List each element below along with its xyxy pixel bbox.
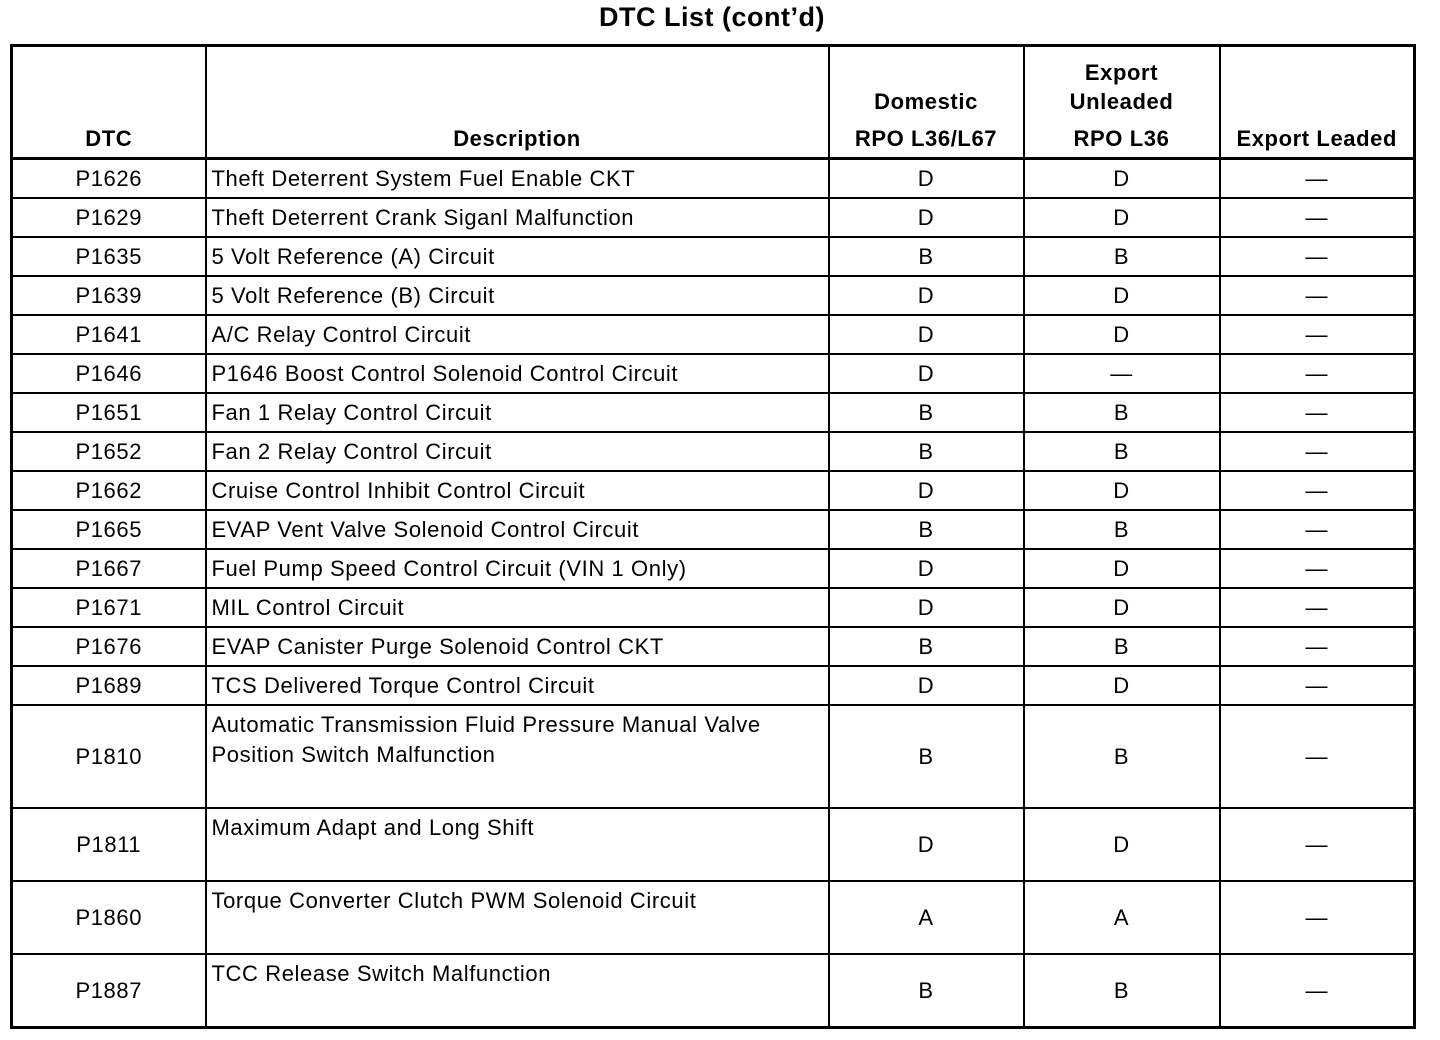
header-export-unleaded-line2: Unleaded bbox=[1069, 89, 1174, 114]
cell-description: TCC Release Switch Malfunction bbox=[206, 954, 829, 1028]
cell-export-unleaded: D bbox=[1024, 549, 1220, 588]
cell-export-unleaded: D bbox=[1024, 471, 1220, 510]
table-row bbox=[12, 705, 1415, 808]
table-body bbox=[12, 159, 1415, 1028]
header-description-label: Description bbox=[453, 126, 581, 151]
table-row bbox=[12, 881, 1415, 954]
cell-export-leaded: — bbox=[1220, 808, 1415, 881]
cell-dtc: P1646 bbox=[12, 354, 206, 393]
table-row bbox=[12, 808, 1415, 881]
cell-export-unleaded: B bbox=[1024, 627, 1220, 666]
table-row bbox=[12, 510, 1415, 549]
cell-export-leaded: — bbox=[1220, 393, 1415, 432]
table-row bbox=[12, 627, 1415, 666]
cell-export-leaded: — bbox=[1220, 666, 1415, 705]
cell-export-leaded: — bbox=[1220, 276, 1415, 315]
table-row bbox=[12, 471, 1415, 510]
table-header bbox=[12, 46, 1415, 159]
cell-export-unleaded: — bbox=[1024, 354, 1220, 393]
cell-export-leaded: — bbox=[1220, 881, 1415, 954]
cell-domestic: D bbox=[829, 471, 1024, 510]
cell-description: MIL Control Circuit bbox=[206, 588, 829, 627]
cell-domestic: D bbox=[829, 354, 1024, 393]
cell-export-leaded: — bbox=[1220, 588, 1415, 627]
cell-domestic: D bbox=[829, 198, 1024, 237]
cell-description: Fan 1 Relay Control Circuit bbox=[206, 393, 829, 432]
cell-export-leaded: — bbox=[1220, 549, 1415, 588]
cell-description: Fan 2 Relay Control Circuit bbox=[206, 432, 829, 471]
cell-description: EVAP Canister Purge Solenoid Control CKT bbox=[206, 627, 829, 666]
dtc-table bbox=[10, 44, 1416, 1029]
cell-dtc: P1810 bbox=[12, 705, 206, 808]
table-row bbox=[12, 393, 1415, 432]
cell-description: Theft Deterrent Crank Siganl Malfunction bbox=[206, 198, 829, 237]
table-row bbox=[12, 159, 1415, 199]
header-dtc bbox=[12, 46, 206, 159]
cell-export-unleaded: D bbox=[1024, 588, 1220, 627]
cell-export-leaded: — bbox=[1220, 471, 1415, 510]
cell-domestic: B bbox=[829, 237, 1024, 276]
cell-description: Theft Deterrent System Fuel Enable CKT bbox=[206, 159, 829, 199]
cell-domestic: A bbox=[829, 881, 1024, 954]
cell-domestic: B bbox=[829, 393, 1024, 432]
cell-export-leaded: — bbox=[1220, 354, 1415, 393]
cell-description: 5 Volt Reference (A) Circuit bbox=[206, 237, 829, 276]
cell-dtc: P1689 bbox=[12, 666, 206, 705]
cell-export-leaded: — bbox=[1220, 510, 1415, 549]
cell-dtc: P1860 bbox=[12, 881, 206, 954]
cell-domestic: D bbox=[829, 666, 1024, 705]
cell-description: A/C Relay Control Circuit bbox=[206, 315, 829, 354]
cell-description: EVAP Vent Valve Solenoid Control Circuit bbox=[206, 510, 829, 549]
table-row bbox=[12, 549, 1415, 588]
cell-export-leaded: — bbox=[1220, 432, 1415, 471]
header-export-leaded-label: Export Leaded bbox=[1236, 126, 1398, 151]
cell-export-unleaded: D bbox=[1024, 159, 1220, 199]
header-dtc-label: DTC bbox=[85, 126, 133, 151]
cell-domestic: B bbox=[829, 954, 1024, 1028]
cell-dtc: P1629 bbox=[12, 198, 206, 237]
cell-dtc: P1671 bbox=[12, 588, 206, 627]
cell-domestic: D bbox=[829, 588, 1024, 627]
cell-export-unleaded: D bbox=[1024, 666, 1220, 705]
cell-dtc: P1665 bbox=[12, 510, 206, 549]
cell-domestic: B bbox=[829, 510, 1024, 549]
cell-description: Fuel Pump Speed Control Circuit (VIN 1 Only) bbox=[206, 549, 829, 588]
cell-domestic: D bbox=[829, 549, 1024, 588]
cell-description: Cruise Control Inhibit Control Circuit bbox=[206, 471, 829, 510]
header-domestic-line2: RPO L36/L67 bbox=[854, 126, 998, 151]
cell-export-unleaded: D bbox=[1024, 198, 1220, 237]
table-row bbox=[12, 237, 1415, 276]
cell-dtc: P1887 bbox=[12, 954, 206, 1028]
cell-domestic: B bbox=[829, 705, 1024, 808]
cell-export-leaded: — bbox=[1220, 954, 1415, 1028]
cell-domestic: B bbox=[829, 627, 1024, 666]
header-export-unleaded-line1: Export bbox=[1084, 60, 1159, 85]
cell-export-leaded: — bbox=[1220, 315, 1415, 354]
cell-dtc: P1635 bbox=[12, 237, 206, 276]
table-row bbox=[12, 954, 1415, 1028]
cell-export-unleaded: B bbox=[1024, 393, 1220, 432]
table-row bbox=[12, 666, 1415, 705]
header-export-leaded bbox=[1220, 46, 1415, 159]
cell-domestic: D bbox=[829, 159, 1024, 199]
cell-export-unleaded: D bbox=[1024, 276, 1220, 315]
cell-domestic: D bbox=[829, 276, 1024, 315]
cell-export-unleaded: B bbox=[1024, 705, 1220, 808]
cell-description: Automatic Transmission Fluid Pressure Manual Valve Position Switch Malfunction bbox=[206, 705, 829, 808]
table-row bbox=[12, 354, 1415, 393]
cell-dtc: P1626 bbox=[12, 159, 206, 199]
header-domestic bbox=[829, 46, 1024, 159]
cell-domestic: D bbox=[829, 808, 1024, 881]
cell-export-unleaded: A bbox=[1024, 881, 1220, 954]
cell-export-leaded: — bbox=[1220, 705, 1415, 808]
header-export-unleaded-line3: RPO L36 bbox=[1073, 126, 1170, 151]
cell-export-leaded: — bbox=[1220, 627, 1415, 666]
cell-export-unleaded: D bbox=[1024, 808, 1220, 881]
cell-export-unleaded: B bbox=[1024, 432, 1220, 471]
page-title: DTC List (cont’d) bbox=[599, 2, 825, 32]
table-row bbox=[12, 198, 1415, 237]
cell-export-leaded: — bbox=[1220, 159, 1415, 199]
cell-dtc: P1652 bbox=[12, 432, 206, 471]
header-description bbox=[206, 46, 829, 159]
cell-dtc: P1662 bbox=[12, 471, 206, 510]
cell-export-unleaded: D bbox=[1024, 315, 1220, 354]
header-export-unleaded bbox=[1024, 46, 1220, 159]
cell-dtc: P1639 bbox=[12, 276, 206, 315]
table-row bbox=[12, 432, 1415, 471]
cell-export-unleaded: B bbox=[1024, 510, 1220, 549]
header-row bbox=[12, 46, 1415, 159]
cell-dtc: P1676 bbox=[12, 627, 206, 666]
cell-description: Maximum Adapt and Long Shift bbox=[206, 808, 829, 881]
cell-description: TCS Delivered Torque Control Circuit bbox=[206, 666, 829, 705]
header-domestic-line1: Domestic bbox=[874, 89, 978, 114]
cell-dtc: P1811 bbox=[12, 808, 206, 881]
cell-dtc: P1667 bbox=[12, 549, 206, 588]
cell-export-unleaded: B bbox=[1024, 954, 1220, 1028]
cell-export-unleaded: B bbox=[1024, 237, 1220, 276]
table-row bbox=[12, 276, 1415, 315]
cell-dtc: P1651 bbox=[12, 393, 206, 432]
cell-export-leaded: — bbox=[1220, 198, 1415, 237]
table-row bbox=[12, 315, 1415, 354]
table-row bbox=[12, 588, 1415, 627]
cell-description: Torque Converter Clutch PWM Solenoid Circuit bbox=[206, 881, 829, 954]
cell-domestic: B bbox=[829, 432, 1024, 471]
cell-description: P1646 Boost Control Solenoid Control Circuit bbox=[206, 354, 829, 393]
cell-description: 5 Volt Reference (B) Circuit bbox=[206, 276, 829, 315]
cell-domestic: D bbox=[829, 315, 1024, 354]
cell-dtc: P1641 bbox=[12, 315, 206, 354]
cell-export-leaded: — bbox=[1220, 237, 1415, 276]
